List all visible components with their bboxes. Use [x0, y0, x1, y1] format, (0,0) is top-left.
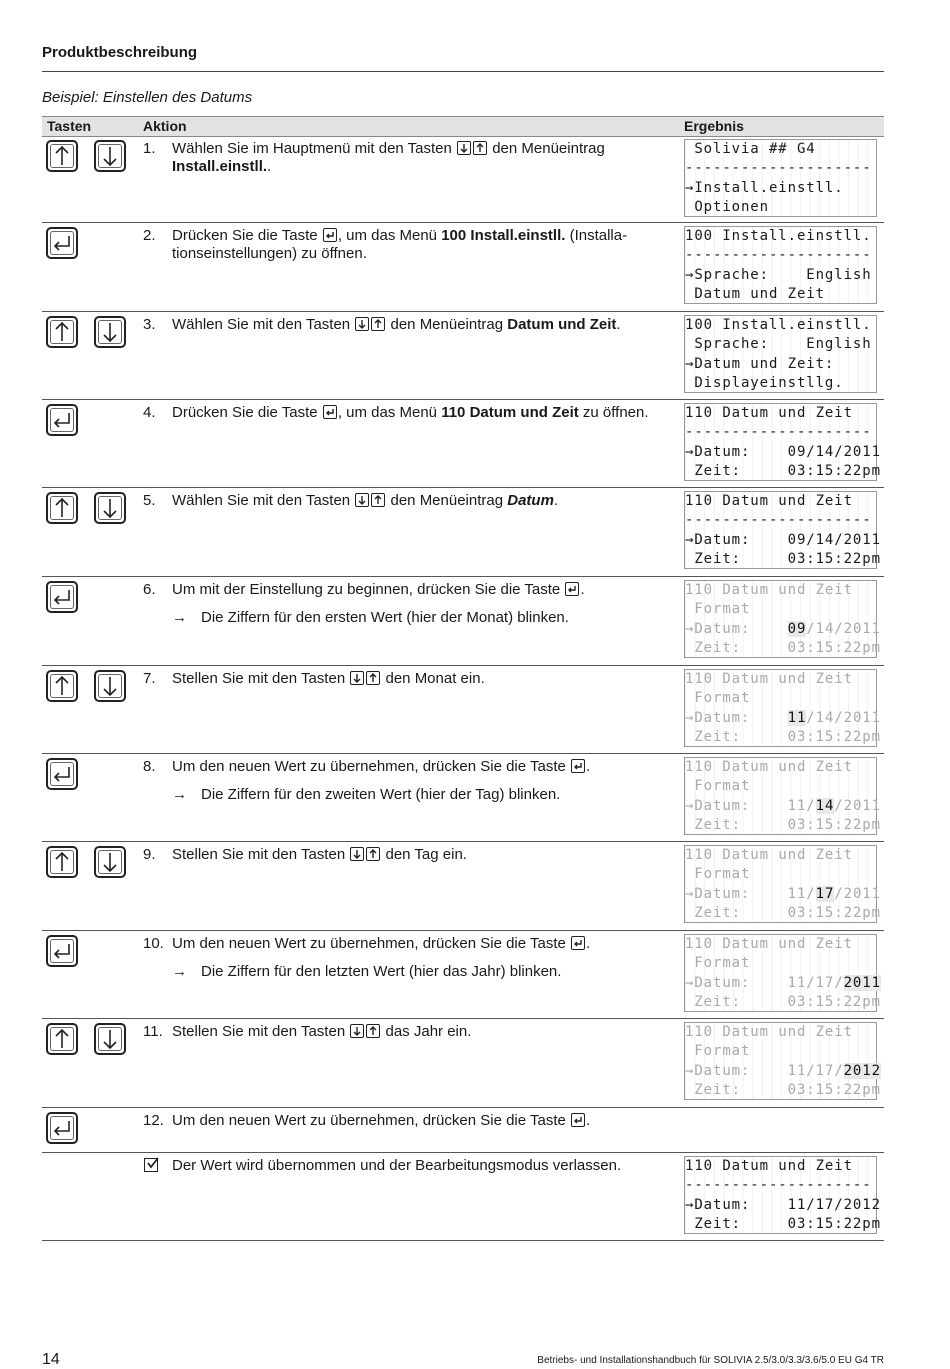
step-number: 4. — [143, 404, 156, 421]
arrow-up-key-icon — [366, 671, 380, 685]
lcd-line: Zeit: 03:15:22pm — [685, 551, 881, 568]
arrow-right-icon: → — [172, 963, 187, 980]
lcd-line: Format — [685, 690, 751, 707]
header-action: Aktion — [143, 118, 187, 134]
step-number: 10. — [143, 935, 164, 952]
note-text: Die Ziffern für den letzten Wert (hier das Jahr) blinken. — [201, 963, 562, 980]
step-instruction: Drücken Sie die Taste , um das Menü 100 Install.einstll. (Installa-tionseinstellungen) zu öffnen. — [172, 227, 628, 262]
footer-text: Betriebs- und Installationshandbuch für SOLIVIA 2.5/3.0/3.3/3.6/5.0 EU G4 TR — [537, 1355, 884, 1366]
lcd-line: Zeit: 03:15:22pm — [685, 729, 881, 746]
step-instruction: Der Wert wird übernommen und der Bearbeitungsmodus verlassen. — [172, 1157, 622, 1174]
step-number: 2. — [143, 227, 156, 244]
step-row — [42, 842, 884, 931]
arrow-up-key-icon — [371, 317, 385, 331]
lcd-line: →Datum: 11/17/2012 — [685, 1196, 881, 1213]
arrow-up-key-icon — [366, 1024, 380, 1038]
section-title: Produktbeschreibung — [42, 44, 198, 61]
step-row — [42, 488, 884, 577]
lcd-display — [684, 669, 881, 747]
lcd-blinking-value: 2012 — [843, 1062, 881, 1079]
lcd-line: 100 Install.einstll. — [685, 228, 872, 244]
step-row — [42, 400, 884, 488]
lcd-line: Zeit: 03:15:22pm — [685, 1216, 881, 1233]
arrow-down-key-icon — [350, 847, 364, 861]
step-instruction: Um mit der Einstellung zu beginnen, drücken Sie die Taste . — [172, 581, 585, 598]
lcd-line: Solivia ## G4 — [685, 141, 816, 157]
arrow-down-key-icon — [355, 317, 369, 331]
lcd-line: →Datum: 11/17/2011 — [685, 974, 881, 991]
step-instruction: Wählen Sie mit den Tasten den Menüeintrag Datum und Zeit. — [172, 316, 621, 333]
arrow-down-key-icon — [94, 492, 126, 524]
arrow-up-key-icon — [46, 492, 78, 524]
lcd-line: →Install.einstll. — [685, 179, 844, 196]
step-instruction: Um den neuen Wert zu übernehmen, drücken Sie die Taste . — [172, 758, 591, 775]
arrow-up-key-icon — [366, 847, 380, 861]
enter-key-icon — [46, 404, 78, 436]
step-row — [42, 931, 884, 1019]
step-row — [42, 666, 884, 754]
lcd-line: →Datum: 11/14/2011 — [685, 709, 881, 726]
enter-key-icon — [46, 581, 78, 613]
arrow-right-icon: → — [172, 786, 187, 803]
example-subtitle: Beispiel: Einstellen des Datums — [42, 89, 253, 106]
step-number: 3. — [143, 316, 156, 333]
lcd-line: Format — [685, 778, 751, 795]
step-number: 8. — [143, 758, 156, 775]
lcd-blinking-value: 11 — [787, 709, 807, 726]
steps-table — [42, 136, 884, 1241]
lcd-line: 110 Datum und Zeit — [685, 493, 853, 509]
header-rule — [42, 71, 884, 72]
lcd-display — [684, 226, 877, 304]
lcd-line: Zeit: 03:15:22pm — [685, 463, 881, 480]
arrow-right-icon: → — [172, 609, 187, 626]
step-instruction: Stellen Sie mit den Tasten das Jahr ein. — [172, 1023, 472, 1040]
step-row — [42, 136, 884, 223]
lcd-line: 110 Datum und Zeit — [685, 1158, 853, 1174]
enter-key-icon — [571, 1113, 585, 1127]
step-row — [42, 1153, 884, 1241]
lcd-line: 110 Datum und Zeit — [685, 759, 853, 775]
arrow-down-key-icon — [94, 1023, 126, 1055]
lcd-blinking-value: 17 — [815, 885, 835, 902]
step-instruction: Um den neuen Wert zu übernehmen, drücken Sie die Taste . — [172, 1112, 591, 1129]
note-text: Die Ziffern für den zweiten Wert (hier der Tag) blinken. — [201, 786, 561, 803]
lcd-display — [684, 934, 881, 1012]
lcd-line: Format — [685, 601, 751, 618]
step-result-note — [172, 609, 569, 626]
lcd-line: 100 Install.einstll. — [685, 317, 872, 333]
lcd-line: -------------------- — [685, 160, 872, 177]
lcd-line: Datum und Zeit — [685, 286, 825, 303]
page-number: 14 — [42, 1351, 60, 1368]
lcd-display — [684, 757, 881, 835]
lcd-line: 110 Datum und Zeit — [685, 847, 853, 863]
arrow-up-key-icon — [46, 140, 78, 172]
step-row — [42, 754, 884, 842]
step-number: 6. — [143, 581, 156, 598]
enter-key-icon — [571, 759, 585, 773]
arrow-down-key-icon — [94, 140, 126, 172]
lcd-display — [684, 403, 881, 481]
step-instruction: Um den neuen Wert zu übernehmen, drücken Sie die Taste . — [172, 935, 591, 952]
enter-key-icon — [46, 935, 78, 967]
lcd-display — [684, 1156, 881, 1234]
enter-key-icon — [46, 227, 78, 259]
enter-key-icon — [46, 1112, 78, 1144]
step-number: 12. — [143, 1112, 164, 1129]
step-number: 11. — [143, 1023, 163, 1040]
lcd-blinking-value: 2011 — [843, 974, 881, 991]
arrow-down-key-icon — [94, 670, 126, 702]
lcd-line: →Datum: 09/14/2011 — [685, 531, 881, 548]
lcd-line: Displayeinstllg. — [685, 375, 844, 392]
lcd-line: Zeit: 03:15:22pm — [685, 905, 881, 922]
lcd-display — [684, 491, 881, 569]
step-number: 5. — [143, 492, 156, 509]
step-row — [42, 223, 884, 312]
lcd-line: Format — [685, 1043, 751, 1060]
arrow-down-key-icon — [457, 141, 471, 155]
lcd-line: 110 Datum und Zeit — [685, 936, 853, 952]
step-number: 7. — [143, 670, 156, 687]
step-instruction: Drücken Sie die Taste , um das Menü 110 Datum und Zeit zu öffnen. — [172, 404, 649, 421]
lcd-line: -------------------- — [685, 247, 872, 264]
arrow-up-key-icon — [46, 846, 78, 878]
lcd-line: Optionen — [685, 199, 769, 216]
arrow-down-key-icon — [350, 671, 364, 685]
lcd-line: →Sprache: English — [685, 266, 872, 283]
lcd-line: →Datum: 11/17/2011 — [685, 885, 881, 902]
lcd-line: Sprache: English — [685, 336, 872, 353]
step-row — [42, 1019, 884, 1108]
arrow-down-key-icon — [94, 846, 126, 878]
step-result-note — [172, 786, 560, 803]
arrow-down-key-icon — [94, 316, 126, 348]
lcd-display — [684, 139, 877, 217]
arrow-up-key-icon — [46, 1023, 78, 1055]
enter-key-icon — [323, 405, 337, 419]
lcd-line: Format — [685, 866, 751, 883]
lcd-display — [684, 315, 877, 393]
lcd-line: 110 Datum und Zeit — [685, 405, 853, 421]
lcd-display — [684, 1022, 881, 1100]
arrow-up-key-icon — [473, 141, 487, 155]
arrow-up-key-icon — [371, 493, 385, 507]
lcd-line: Zeit: 03:15:22pm — [685, 817, 881, 834]
checkbox-checked-icon — [144, 1158, 158, 1172]
lcd-line: →Datum: 09/14/2011 — [685, 620, 881, 637]
step-result-note — [172, 963, 561, 980]
lcd-line: Zeit: 03:15:22pm — [685, 640, 881, 657]
lcd-line: Zeit: 03:15:22pm — [685, 994, 881, 1011]
enter-key-icon — [323, 228, 337, 242]
note-text: Die Ziffern für den ersten Wert (hier der Monat) blinken. — [201, 609, 569, 626]
step-instruction: Stellen Sie mit den Tasten den Monat ein. — [172, 670, 485, 687]
lcd-display — [684, 845, 881, 923]
step-number: 9. — [143, 846, 156, 863]
enter-key-icon — [46, 758, 78, 790]
step-row — [42, 577, 884, 666]
step-number: 1. — [143, 140, 156, 157]
lcd-line: →Datum: 09/14/2011 — [685, 443, 881, 460]
arrow-up-key-icon — [46, 670, 78, 702]
lcd-line: →Datum und Zeit: — [685, 355, 835, 372]
lcd-line: →Datum: 11/17/2012 — [685, 1062, 881, 1079]
lcd-line: -------------------- — [685, 424, 872, 441]
step-instruction: Stellen Sie mit den Tasten den Tag ein. — [172, 846, 467, 863]
arrow-down-key-icon — [350, 1024, 364, 1038]
lcd-line: 110 Datum und Zeit — [685, 1024, 853, 1040]
lcd-line: -------------------- — [685, 1177, 872, 1194]
header-result: Ergebnis — [684, 118, 744, 134]
lcd-line: →Datum: 11/14/2011 — [685, 797, 881, 814]
lcd-line: 110 Datum und Zeit — [685, 582, 853, 598]
arrow-up-key-icon — [46, 316, 78, 348]
lcd-display — [684, 580, 881, 658]
enter-key-icon — [565, 582, 579, 596]
header-keys: Tasten — [47, 118, 92, 134]
lcd-blinking-value: 14 — [815, 797, 835, 814]
lcd-line: -------------------- — [685, 512, 872, 529]
table-header — [42, 116, 884, 137]
lcd-line: Format — [685, 955, 751, 972]
step-instruction: Wählen Sie im Hauptmenü mit den Tasten den Menüeintrag Install.einstll.. — [172, 140, 605, 175]
step-row — [42, 1108, 884, 1153]
step-instruction: Wählen Sie mit den Tasten den Menüeintrag Datum. — [172, 492, 559, 509]
lcd-line: 110 Datum und Zeit — [685, 671, 853, 687]
arrow-down-key-icon — [355, 493, 369, 507]
enter-key-icon — [571, 936, 585, 950]
step-row — [42, 312, 884, 400]
lcd-line: Zeit: 03:15:22pm — [685, 1082, 881, 1099]
lcd-blinking-value: 09 — [787, 620, 807, 637]
